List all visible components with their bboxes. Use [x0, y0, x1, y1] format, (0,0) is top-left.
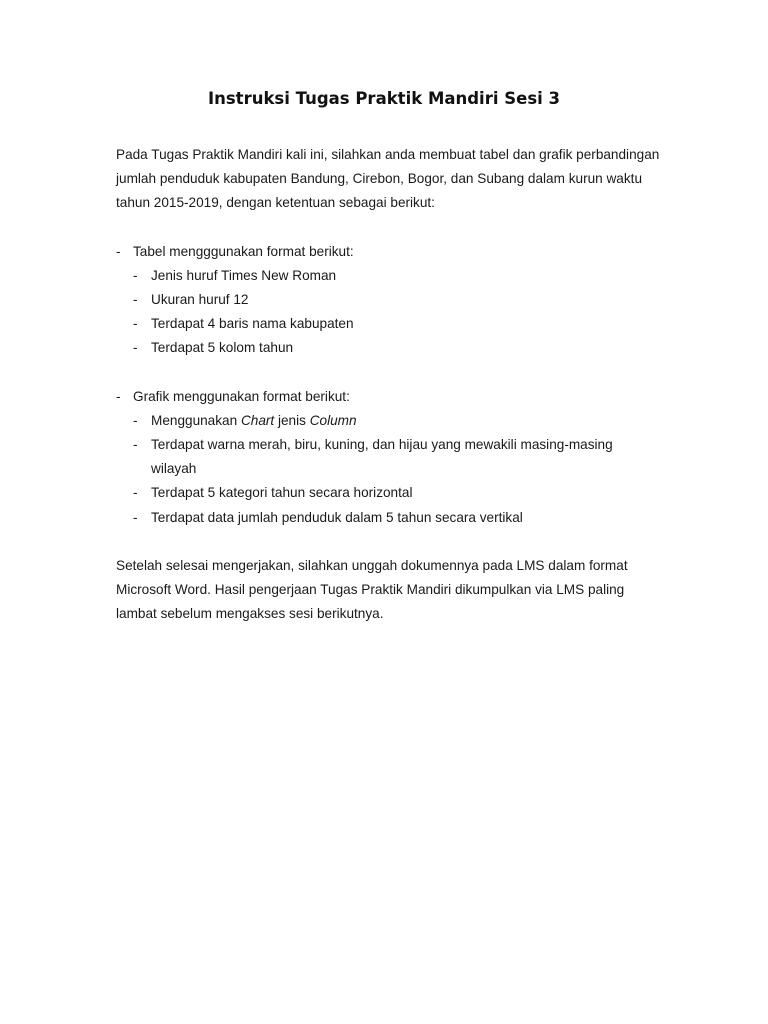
- table-section-heading: Tabel mengggunakan format berikut:: [133, 243, 354, 259]
- document-title: Instruksi Tugas Praktik Mandiri Sesi 3: [207, 89, 561, 108]
- list-item: [133, 288, 661, 312]
- list-item: [133, 506, 661, 530]
- list-item: [133, 264, 661, 288]
- list-item-text: Terdapat 5 kategori tahun secara horizontal: [151, 485, 413, 501]
- list-item-text: Terdapat warna merah, biru, kuning, dan hijau yang mewakili masing-masing wilayah: [151, 437, 613, 477]
- list-item: [133, 336, 661, 360]
- bullet-dash: -: [133, 412, 138, 428]
- text-fragment: Menggunakan: [151, 412, 241, 428]
- bullet-dash: -: [133, 316, 138, 332]
- text-fragment: jenis: [274, 412, 310, 428]
- list-item-text: [151, 413, 357, 428]
- bullet-dash: -: [133, 509, 138, 525]
- bullet-dash: -: [133, 267, 138, 283]
- closing-paragraph: Setelah selesai mengerjakan, silahkan unggah dokumennya pada LMS dalam format Microsoft Word. Hasil pengerjaan Tugas Praktik Mandiri dikumpulkan via LMS paling lambat sebelum mengakses sesi berikutnya.: [116, 557, 628, 622]
- list-item-text: Terdapat 5 kolom tahun: [151, 340, 294, 356]
- chart-requirements: [116, 385, 661, 530]
- list-item-text: Ukuran huruf 12: [151, 292, 249, 308]
- intro-paragraph: Pada Tugas Praktik Mandiri kali ini, silahkan anda membuat tabel dan grafik perbandingan jumlah penduduk kabupaten Bandung, Cirebon, Bogor, dan Subang dalam kurun waktu tahun 2015-2019, dengan ketentuan sebagai berikut:: [116, 147, 660, 211]
- list-item: [133, 481, 661, 505]
- italic-term-column: Column: [309, 412, 357, 428]
- list-item: [133, 433, 661, 481]
- list-item-text: Terdapat 4 baris nama kabupaten: [151, 316, 354, 332]
- list-item-text: Terdapat data jumlah penduduk dalam 5 tahun secara vertikal: [151, 509, 523, 525]
- table-sublist: [133, 264, 661, 361]
- list-item: [116, 240, 661, 361]
- bullet-dash: -: [133, 292, 138, 308]
- bullet-dash: -: [133, 437, 138, 453]
- bullet-dash: -: [116, 388, 121, 404]
- list-item-text: Jenis huruf Times New Roman: [151, 267, 337, 283]
- bullet-dash: -: [133, 340, 138, 356]
- list-item: [133, 312, 661, 336]
- list-item: [133, 409, 661, 433]
- table-requirements: [116, 240, 661, 361]
- bullet-dash: -: [116, 243, 121, 259]
- italic-term-chart: Chart: [240, 412, 275, 428]
- bullet-dash: -: [133, 485, 138, 501]
- document-body: [116, 143, 661, 626]
- list-item: [116, 385, 661, 530]
- chart-section-heading: Grafik menggunakan format berikut:: [133, 388, 350, 404]
- chart-sublist: [133, 409, 661, 530]
